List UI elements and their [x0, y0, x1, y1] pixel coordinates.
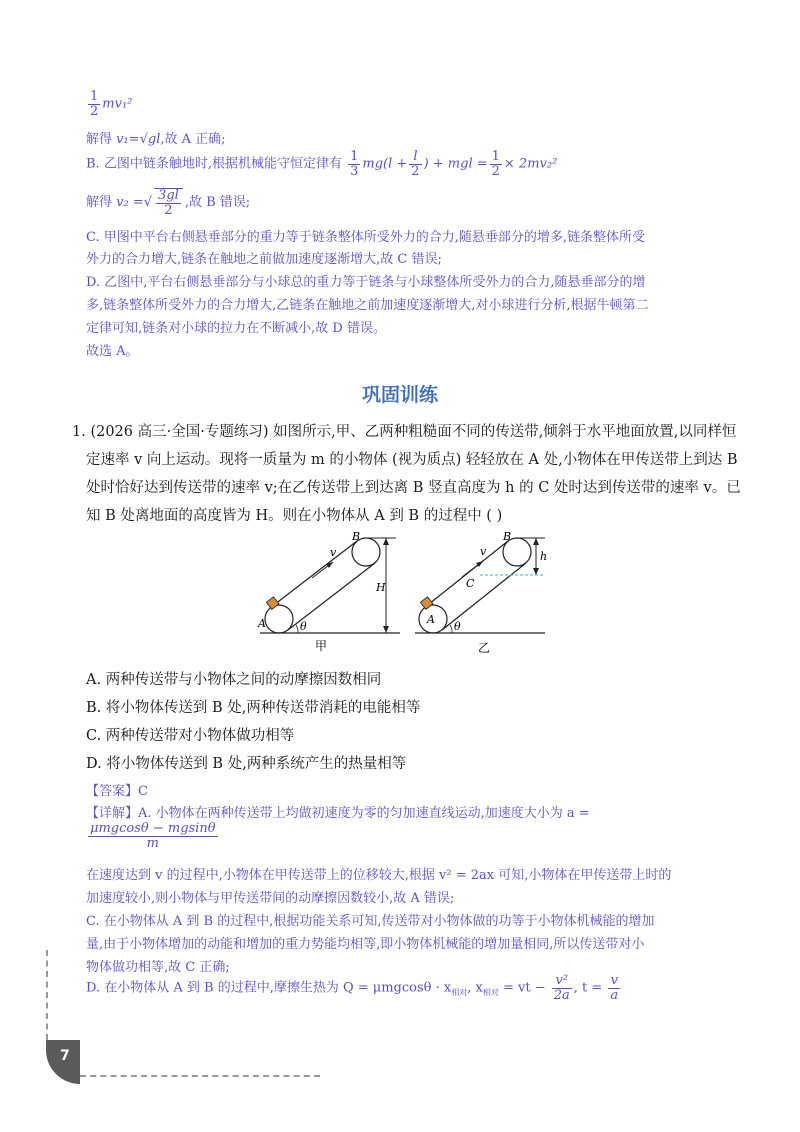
frac-half: $\frac{1}{2}$ [90, 89, 99, 119]
option-A: A. 两种传送带与小物体之间的动摩擦因数相同 [86, 672, 382, 688]
label-v-left: v [330, 546, 337, 559]
option-B: B. 将小物体传送到 B 处,两种传送带消耗的电能相等 [86, 700, 421, 716]
mv1-squared: mv₁² [102, 96, 133, 112]
footer-dashed-line [80, 1075, 320, 1077]
question-line3: 处时恰好达到传送带的速率 v;在乙传送带上到达离 B 竖直高度为 h 的 C 处时达到传送带的速率 v。已 [86, 480, 741, 496]
label-B-right: B [503, 532, 512, 543]
label-theta-right: θ [454, 620, 461, 633]
figure-right-yi [415, 532, 547, 655]
solution-C-line2: 外力的合力增大,链条在触地之前做加速度逐渐增大,故 C 错误; [86, 252, 442, 267]
detail-fraction: $\frac{\text{μmgcosθ − mgsinθ}}{m}$ [90, 821, 216, 851]
label-B-left: B [352, 532, 361, 543]
option-C: C. 两种传送带对小物体做功相等 [86, 728, 295, 744]
label-A-left: A [258, 617, 266, 630]
detail-line3: 加速度较小,则小物体与甲传送带间的动摩擦因数较小,故 A 错误; [86, 891, 455, 906]
label-A-right: A [427, 613, 435, 626]
binding-dashed-line [46, 950, 48, 1040]
detail-line2: 在速度达到 v 的过程中,小物体在甲传送带上的位移较大,根据 v² = 2ax 可知,小物体在甲传送带上时的 [86, 868, 672, 883]
label-H: H [376, 581, 386, 594]
belt-top-left [270, 541, 357, 608]
solution-choose: 故选 A。 [86, 344, 139, 359]
caption-yi: 乙 [478, 641, 491, 655]
block-left [266, 597, 279, 610]
page-number: 7 [60, 1048, 70, 1064]
solution-D-line1: D. 乙图中,平台右侧悬垂部分与小球总的重力等于链条与小球整体所受外力的合力,随悬垂部分的增 [86, 275, 646, 290]
answer-label: 【答案】C [86, 784, 148, 799]
detail-line7: D. 在小物体从 A 到 B 的过程中,摩擦生热为 $Q = \mu mgcos\theta \cdot x_{相对}$, $x_{相对}$ = vt − $\frac{\text{v²}}{2a}$ , t = $\frac{v}{a}$ [86, 973, 619, 1003]
label-v-right: v [480, 545, 487, 558]
solution-line-v1: 解得 v₁=√gl,故 A 正确; [86, 132, 226, 147]
solution-line-v2: 解得 v₂ =√ $\frac{3gl}{2}$ ,故 B 错误; [86, 188, 251, 218]
label-h: h [540, 550, 548, 563]
detail-line5: 量,由于小物体增加的动能和增加的重力势能均相等,即小物体机械能的增加量相同,所以传送带对小 [86, 937, 645, 952]
caption-jia: 甲 [315, 639, 328, 653]
block-right [420, 597, 433, 610]
label-C: C [466, 577, 475, 590]
detail-line6: 物体做功相等,故 C 正确; [86, 960, 230, 975]
solution-D-line3: 定律可知,链条对小球的拉力在不断减小,故 D 错误。 [86, 321, 386, 336]
solution-line-B: B. 乙图中链条触地时,根据机械能守恒定律有 $\frac{1}{3}$ mg(l + $\frac{l}{2}$ ) + mgl = $\frac{1}{2}$ × 2mv₂² [86, 149, 558, 179]
conveyor-figure [0, 532, 800, 662]
label-theta-left: θ [300, 620, 307, 633]
solution-C-line1: C. 甲图中平台右侧悬垂部分的重力等于链条整体所受外力的合力,随悬垂部分的增多,链条整体所受 [86, 230, 646, 245]
detail-line1: 【详解】A. 小物体在两种传送带上均做初速度为零的匀加速直线运动,加速度大小为 a = [86, 806, 590, 821]
figure-left-jia [257, 532, 400, 653]
detail-line4: C. 在小物体从 A 到 B 的过程中,根据功能关系可知,传送带对小物体做的功等于小物体机械能的增加 [86, 914, 655, 929]
sqrt-3gl-over-2: $\frac{3gl}{2}$ [154, 188, 183, 217]
section-title: 巩固训练 [361, 384, 438, 406]
solution-D-line2: 多,链条整体所受外力的合力增大,乙链条在触地之前加速度逐渐增大,对小球进行分析,根据牛顿第二 [86, 298, 649, 313]
question-line2: 定速率 v 向上运动。现将一质量为 m 的小物体 (视为质点) 轻轻放在 A 处,小物体在甲传送带上到达 B [86, 452, 738, 468]
solution-line-mv1 [86, 90, 132, 118]
question-line1: 1. (2026 高三·全国·专题练习) 如图所示,甲、乙两种粗糙面不同的传送带,倾斜于水平地面放置,以同样恒 [72, 424, 737, 440]
option-D: D. 将小物体传送到 B 处,两种系统产生的热量相等 [86, 756, 407, 772]
question-line4: 知 B 处离地面的高度皆为 H。则在小物体从 A 到 B 的过程中 ( ) [86, 508, 503, 524]
